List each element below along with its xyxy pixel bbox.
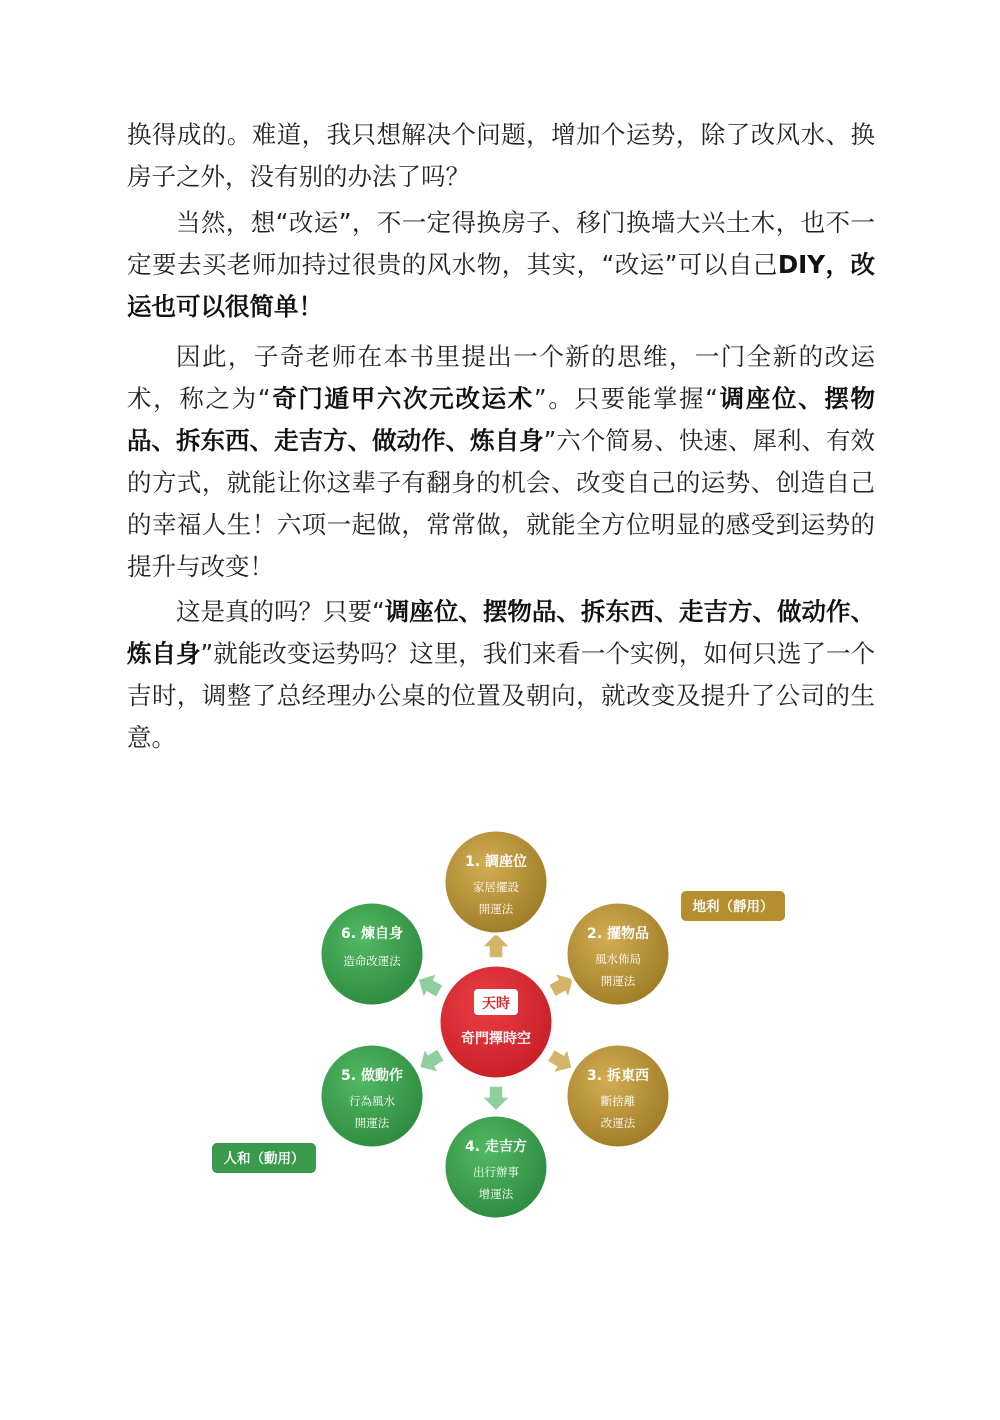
tag-earth — [681, 891, 785, 921]
node-subtitle: 增運法 — [478, 1187, 514, 1201]
node-subtitle: 出行辦事 — [473, 1165, 519, 1179]
bold-text-run: 调座位、摆物品、拆东西、走吉方、做动作、炼自身 — [127, 384, 876, 455]
text-run: 换得成的。难道，我只想解决个问题，增加个运势，除了改风水、换房子之外，没有别的办法了吗？ — [127, 120, 875, 191]
node-title: 5. 做動作 — [341, 1068, 403, 1084]
node-title: 4. 走吉方 — [465, 1139, 527, 1155]
text-run: ”。只要能掌握“ — [533, 384, 718, 413]
node-subtitle: 行為風水 — [349, 1094, 395, 1108]
node-6 — [320, 902, 424, 1006]
center-node — [439, 965, 553, 1079]
node-1 — [444, 830, 548, 934]
node-2 — [566, 902, 670, 1006]
node-3 — [566, 1044, 670, 1148]
node-subtitle: 開運法 — [600, 974, 636, 988]
text-run: 因此，子奇老师在本书里提出一个新的思维，一门全新的改运术，称之为“ — [127, 342, 875, 413]
text-run: ”六个简易、快速、犀利、有效的方式，就能让你这辈子有翻身的机会、改变自己的运势、创造自己的幸福人生！六项一起做，常常做，就能全方位明显的感受到运势的提升与改变！ — [127, 426, 875, 581]
node-subtitle: 開運法 — [354, 1116, 390, 1130]
bold-text-run: 调座位、摆物品、拆东西、走吉方、做动作、炼自身 — [127, 597, 875, 668]
center-badge: 天時 — [482, 996, 510, 1012]
node-title: 3. 拆東西 — [587, 1068, 649, 1084]
tag-human-label: 人和（動用） — [223, 1151, 305, 1167]
node-subtitle: 風水佈局 — [595, 952, 641, 966]
node-subtitle: 造命改運法 — [343, 954, 401, 968]
bold-text-run: 奇门遁甲六次元改运术 — [270, 384, 534, 413]
node-subtitle: 斷捨離 — [600, 1094, 636, 1108]
tag-earth-label: 地利（靜用） — [692, 899, 774, 915]
node-subtitle: 家居擺設 — [473, 880, 519, 894]
text-run: 这是真的吗？只要“ — [176, 597, 385, 626]
node-title: 1. 調座位 — [465, 854, 527, 870]
text-run: ”就能改变运势吗？这里，我们来看一个实例，如何只选了一个吉时，调整了总经理办公桌的位置及朝向，就改变及提升了公司的生意。 — [127, 639, 875, 752]
node-title: 2. 擺物品 — [587, 926, 649, 942]
node-4 — [444, 1115, 548, 1219]
text-run: 当然，想“改运”，不一定得换房子、移门换墙大兴土木，也不一定要去买老师加持过很贵的风水物，其实，“改运”可以自己 — [127, 208, 875, 279]
node-subtitle: 改運法 — [600, 1116, 636, 1130]
node-title: 6. 煉自身 — [341, 926, 403, 942]
arrow-icon — [482, 933, 510, 958]
arrow-icon — [482, 1086, 510, 1111]
tag-human — [212, 1143, 316, 1173]
node-subtitle: 開運法 — [478, 902, 514, 916]
bold-text-run: DIY，改运也可以很简单！ — [127, 250, 875, 321]
center-label: 奇門擇時空 — [461, 1031, 531, 1047]
node-5 — [320, 1044, 424, 1148]
